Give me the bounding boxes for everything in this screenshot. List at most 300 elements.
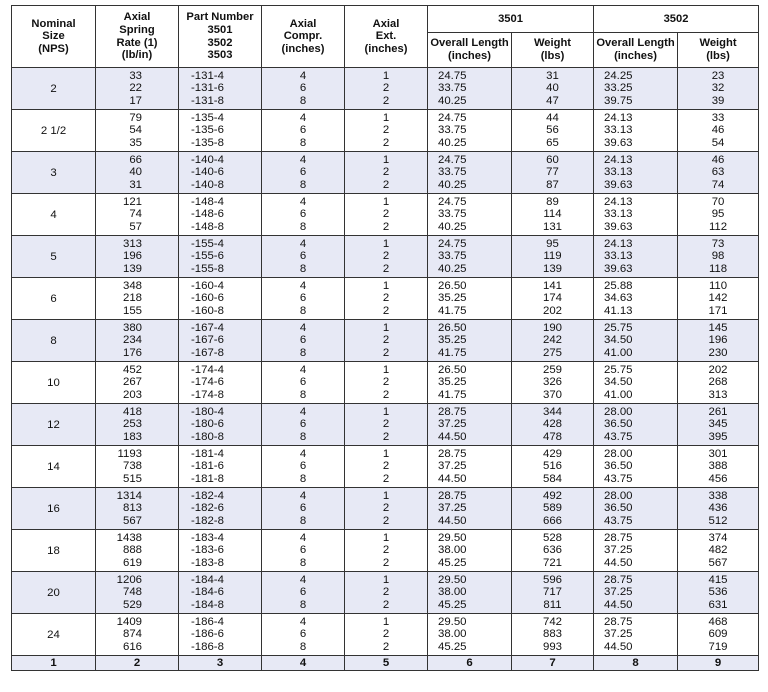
cell-3501-overall-length: [428, 152, 512, 194]
text-line: Axial: [372, 17, 400, 30]
text-line: 37.25: [604, 628, 633, 641]
text-line: 131: [543, 220, 563, 233]
text-line: 28.75: [438, 405, 467, 418]
text-line: 218: [122, 292, 142, 305]
text-line: 567: [708, 556, 728, 569]
text-line: 38.00: [438, 544, 467, 557]
cell-3501-overall-length: [428, 278, 512, 320]
text-line: 261: [708, 405, 728, 418]
text-line: -174-4: [191, 363, 224, 376]
text-line: 22: [129, 82, 142, 95]
cell-spring-rate: [96, 278, 179, 320]
text-line: 176: [122, 346, 142, 359]
text-line: 2: [382, 334, 390, 347]
text-line: 33.75: [438, 208, 467, 221]
text-line: 536: [708, 586, 728, 599]
text-line: -148-4: [191, 195, 224, 208]
text-line: 47: [546, 94, 559, 107]
text-line: 174: [543, 292, 563, 305]
cell-axial-compression: [262, 320, 345, 362]
text-line: Part Number: [186, 11, 254, 24]
cell-part-number: [179, 110, 262, 152]
text-line: 38.00: [438, 586, 467, 599]
header-part-number: [179, 6, 262, 68]
table-row: [12, 362, 759, 404]
text-line: 2: [382, 544, 390, 557]
text-line: 528: [543, 531, 563, 544]
text-line: 36.50: [604, 418, 633, 431]
table-body: [12, 68, 759, 656]
cell-spring-rate: [96, 194, 179, 236]
text-line: 395: [708, 430, 728, 443]
text-line: 6: [299, 460, 307, 473]
text-line: 155: [122, 304, 142, 317]
text-line: -148-8: [191, 220, 224, 233]
column-number: 7: [512, 656, 594, 671]
text-line: 37.25: [438, 418, 467, 431]
text-line: 1: [382, 279, 390, 292]
text-line: 60: [546, 153, 559, 166]
cell-part-number: [179, 488, 262, 530]
table-row: [12, 404, 759, 446]
text-line: Ext.: [375, 30, 397, 43]
text-line: 344: [543, 405, 563, 418]
text-line: 1: [382, 321, 390, 334]
text-line: -184-6: [191, 586, 224, 599]
text-line: 36.50: [604, 460, 633, 473]
cell-3501-overall-length: [428, 68, 512, 110]
text-line: 44.50: [438, 472, 467, 485]
text-line: -160-6: [191, 292, 224, 305]
column-number: 6: [428, 656, 512, 671]
cell-axial-compression: [262, 110, 345, 152]
text-line: 1: [382, 195, 390, 208]
text-line: 26.50: [438, 363, 467, 376]
text-line: 8: [299, 94, 307, 107]
text-line: 2: [382, 82, 390, 95]
cell-spring-rate: [96, 236, 179, 278]
text-line: 39.63: [604, 220, 633, 233]
text-line: 28.00: [604, 405, 633, 418]
text-line: 41.75: [438, 304, 467, 317]
text-line: 35.25: [438, 292, 467, 305]
text-line: 748: [122, 586, 142, 599]
cell-3502-weight: [678, 488, 759, 530]
text-line: 44.50: [604, 598, 633, 611]
cell-3502-overall-length: [594, 152, 678, 194]
text-line: 145: [708, 321, 728, 334]
text-line: 813: [122, 502, 142, 515]
text-line: 1: [382, 69, 390, 82]
cell-part-number: [179, 446, 262, 488]
text-line: -182-6: [191, 502, 224, 515]
text-line: 482: [708, 544, 728, 557]
text-line: 584: [543, 472, 563, 485]
text-line: 3502: [207, 36, 233, 49]
cell-nominal-size: 16: [12, 488, 96, 530]
text-line: 529: [122, 598, 142, 611]
text-line: 6: [299, 250, 307, 263]
text-line: 28.00: [604, 447, 633, 460]
cell-nominal-size: 18: [12, 530, 96, 572]
text-line: 4: [299, 111, 307, 124]
text-line: 2: [382, 472, 390, 485]
text-line: 3501: [207, 23, 233, 36]
text-line: 40.25: [438, 178, 467, 191]
text-line: 39: [711, 94, 725, 107]
text-line: -174-8: [191, 388, 224, 401]
text-line: 4: [299, 489, 307, 502]
cell-3501-overall-length: [428, 614, 512, 656]
text-line: 719: [708, 640, 728, 653]
cell-axial-extension: [345, 320, 428, 362]
cell-3502-overall-length: [594, 194, 678, 236]
cell-axial-compression: [262, 278, 345, 320]
text-line: 2: [382, 250, 390, 263]
text-line: 39.63: [604, 262, 633, 275]
text-line: 2: [382, 262, 390, 275]
text-line: 4: [299, 69, 307, 82]
cell-3501-overall-length: [428, 530, 512, 572]
text-line: 33.13: [604, 208, 633, 221]
text-line: 89: [546, 195, 559, 208]
text-line: 118: [708, 262, 728, 275]
text-line: 478: [543, 430, 563, 443]
text-line: -183-4: [191, 531, 224, 544]
text-line: 35.25: [438, 334, 467, 347]
cell-nominal-size: 14: [12, 446, 96, 488]
text-line: 4: [299, 195, 307, 208]
text-line: 1409: [116, 615, 142, 628]
text-line: -131-6: [191, 82, 224, 95]
text-line: 41.75: [438, 346, 467, 359]
text-line: -186-8: [191, 640, 224, 653]
text-line: Axial: [123, 11, 151, 24]
text-line: 8: [299, 598, 307, 611]
table-row: [12, 488, 759, 530]
column-number: 8: [594, 656, 678, 671]
table-row: [12, 278, 759, 320]
cell-3501-weight: [512, 614, 594, 656]
cell-3501-overall-length: [428, 446, 512, 488]
text-line: -131-8: [191, 94, 224, 107]
text-line: 37.25: [604, 586, 633, 599]
text-line: 8: [299, 556, 307, 569]
cell-spring-rate: [96, 320, 179, 362]
text-line: -183-6: [191, 544, 224, 557]
text-line: 74: [129, 208, 142, 221]
column-number-row: [12, 656, 759, 671]
cell-axial-compression: [262, 446, 345, 488]
text-line: 313: [122, 237, 142, 250]
text-line: -174-6: [191, 376, 224, 389]
text-line: (lb/in): [121, 49, 153, 62]
text-line: 1: [382, 405, 390, 418]
text-line: 33.25: [604, 82, 633, 95]
text-line: 1438: [116, 531, 142, 544]
cell-3502-weight: [678, 572, 759, 614]
cell-nominal-size: 8: [12, 320, 96, 362]
text-line: 33.75: [438, 166, 467, 179]
text-line: 44.50: [438, 514, 467, 527]
text-line: 4: [299, 531, 307, 544]
cell-3502-overall-length: [594, 404, 678, 446]
text-line: 196: [708, 334, 728, 347]
text-line: 888: [122, 544, 142, 557]
text-line: -160-4: [191, 279, 224, 292]
column-number: 3: [179, 656, 262, 671]
text-line: 4: [299, 363, 307, 376]
text-line: 35: [129, 136, 142, 149]
text-line: 2: [382, 460, 390, 473]
text-line: 24.75: [438, 195, 467, 208]
text-line: 36.50: [604, 502, 633, 515]
text-line: -140-6: [191, 166, 224, 179]
text-line: 66: [129, 153, 142, 166]
cell-part-number: [179, 236, 262, 278]
cell-axial-extension: [345, 68, 428, 110]
text-line: 46: [711, 153, 725, 166]
text-line: 63: [711, 166, 725, 179]
text-line: 2: [382, 220, 390, 233]
cell-axial-compression: [262, 194, 345, 236]
cell-spring-rate: [96, 446, 179, 488]
text-line: 2: [382, 124, 390, 137]
text-line: 2: [382, 598, 390, 611]
text-line: 183: [122, 430, 142, 443]
text-line: 46: [711, 124, 725, 137]
text-line: 28.75: [438, 489, 467, 502]
cell-3501-weight: [512, 278, 594, 320]
header-3502-weight: [678, 33, 759, 68]
table-row: [12, 320, 759, 362]
text-line: 8: [299, 220, 307, 233]
text-line: 202: [543, 304, 563, 317]
text-line: (inches): [614, 50, 657, 62]
header-nominal-size: [12, 6, 96, 68]
cell-spring-rate: [96, 404, 179, 446]
text-line: 6: [299, 544, 307, 557]
cell-3502-overall-length: [594, 488, 678, 530]
text-line: -160-8: [191, 304, 224, 317]
text-line: 811: [543, 598, 562, 611]
text-line: 40.25: [438, 94, 467, 107]
text-line: 4: [299, 237, 307, 250]
text-line: -180-8: [191, 430, 224, 443]
text-line: 38.00: [438, 628, 467, 641]
cell-axial-compression: [262, 572, 345, 614]
cell-3502-overall-length: [594, 236, 678, 278]
text-line: 43.75: [604, 472, 633, 485]
cell-nominal-size: 2 1/2: [12, 110, 96, 152]
cell-spring-rate: [96, 614, 179, 656]
text-line: 1: [382, 363, 390, 376]
text-line: 28.75: [438, 447, 467, 460]
text-line: 8: [299, 514, 307, 527]
text-line: 95: [711, 208, 725, 221]
text-line: 202: [708, 363, 728, 376]
text-line: 119: [543, 250, 562, 263]
header-group-3501: 3501: [428, 6, 594, 33]
text-line: 114: [543, 208, 562, 221]
text-line: -155-4: [191, 237, 224, 250]
text-line: 2: [382, 556, 390, 569]
cell-axial-extension: [345, 194, 428, 236]
text-line: 45.25: [438, 598, 467, 611]
cell-nominal-size: 24: [12, 614, 96, 656]
text-line: 2: [382, 418, 390, 431]
text-line: 230: [708, 346, 728, 359]
text-line: 28.75: [604, 531, 633, 544]
text-line: 33.75: [438, 124, 467, 137]
text-line: 8: [299, 346, 307, 359]
text-line: Axial: [289, 17, 317, 30]
cell-spring-rate: [96, 152, 179, 194]
cell-3501-overall-length: [428, 194, 512, 236]
text-line: -167-6: [191, 334, 224, 347]
text-line: 33.75: [438, 250, 467, 263]
table-row: [12, 572, 759, 614]
cell-3501-weight: [512, 530, 594, 572]
cell-axial-compression: [262, 530, 345, 572]
cell-nominal-size: 10: [12, 362, 96, 404]
text-line: 43.75: [604, 430, 633, 443]
text-line: 44.50: [604, 640, 633, 653]
text-line: 1193: [117, 447, 142, 460]
header-group-3502: 3502: [594, 6, 759, 33]
cell-3501-weight: [512, 68, 594, 110]
text-line: 23: [711, 69, 725, 82]
text-line: Overall Length: [596, 37, 675, 50]
text-line: 1206: [116, 573, 142, 586]
cell-axial-compression: [262, 488, 345, 530]
cell-3501-weight: [512, 404, 594, 446]
text-line: 492: [543, 489, 563, 502]
cell-3502-overall-length: [594, 572, 678, 614]
text-line: 6: [299, 334, 307, 347]
cell-part-number: [179, 278, 262, 320]
text-line: 567: [122, 514, 142, 527]
text-line: 1: [382, 615, 390, 628]
text-line: 141: [543, 279, 563, 292]
text-line: 31: [129, 178, 142, 191]
cell-3501-overall-length: [428, 362, 512, 404]
text-line: 37.25: [438, 460, 467, 473]
cell-3501-weight: [512, 110, 594, 152]
text-line: 40.25: [438, 220, 467, 233]
text-line: 2: [382, 304, 390, 317]
text-line: -180-4: [191, 405, 224, 418]
text-line: (inches): [448, 50, 491, 62]
text-line: 41.75: [438, 388, 467, 401]
text-line: 34.63: [604, 292, 633, 305]
text-line: 24.75: [438, 237, 467, 250]
text-line: 33: [129, 69, 142, 82]
cell-axial-extension: [345, 278, 428, 320]
text-line: 139: [122, 262, 142, 275]
text-line: 253: [122, 418, 142, 431]
cell-axial-extension: [345, 572, 428, 614]
cell-3502-overall-length: [594, 68, 678, 110]
text-line: 57: [129, 220, 142, 233]
text-line: 39.75: [604, 94, 633, 107]
text-line: 589: [543, 502, 563, 515]
text-line: 34.50: [604, 334, 633, 347]
text-line: 6: [299, 502, 307, 515]
cell-spring-rate: [96, 530, 179, 572]
table-row: [12, 110, 759, 152]
text-line: 39.63: [604, 178, 633, 191]
cell-axial-extension: [345, 236, 428, 278]
text-line: 41.13: [604, 304, 633, 317]
text-line: 8: [299, 304, 307, 317]
text-line: 415: [708, 573, 728, 586]
text-line: 33.13: [604, 250, 633, 263]
text-line: -131-4: [191, 69, 224, 82]
header-spring-rate: [96, 6, 179, 68]
text-line: 338: [708, 489, 728, 502]
column-number: 2: [96, 656, 179, 671]
text-line: 142: [708, 292, 728, 305]
text-line: 1: [382, 111, 390, 124]
text-line: 33: [711, 111, 725, 124]
text-line: Compr.: [283, 30, 323, 43]
cell-3502-overall-length: [594, 278, 678, 320]
text-line: 512: [708, 514, 728, 527]
cell-axial-compression: [262, 68, 345, 110]
cell-3502-weight: [678, 152, 759, 194]
cell-axial-extension: [345, 152, 428, 194]
cell-3502-weight: [678, 446, 759, 488]
text-line: 4: [299, 153, 307, 166]
cell-part-number: [179, 320, 262, 362]
text-line: -182-8: [191, 514, 224, 527]
text-line: 6: [299, 82, 307, 95]
text-line: 616: [122, 640, 142, 653]
text-line: 24.75: [438, 69, 467, 82]
text-line: 636: [543, 544, 563, 557]
text-line: Weight: [533, 37, 572, 50]
cell-part-number: [179, 572, 262, 614]
cell-nominal-size: 6: [12, 278, 96, 320]
text-line: 436: [708, 502, 728, 515]
cell-3502-overall-length: [594, 530, 678, 572]
text-line: 268: [708, 376, 728, 389]
cell-3501-overall-length: [428, 320, 512, 362]
text-line: 32: [711, 82, 725, 95]
header-axial-compression: [262, 6, 345, 68]
text-line: 40.25: [438, 262, 467, 275]
cell-axial-extension: [345, 446, 428, 488]
text-line: 40: [546, 82, 559, 95]
cell-3501-weight: [512, 488, 594, 530]
text-line: 8: [299, 430, 307, 443]
cell-nominal-size: 4: [12, 194, 96, 236]
cell-3502-overall-length: [594, 362, 678, 404]
text-line: 17: [129, 94, 142, 107]
text-line: 139: [543, 262, 563, 275]
text-line: -167-4: [191, 321, 224, 334]
cell-nominal-size: 2: [12, 68, 96, 110]
text-line: -180-6: [191, 418, 224, 431]
text-line: -155-6: [191, 250, 224, 263]
text-line: 41.00: [604, 346, 633, 359]
text-line: 516: [543, 460, 563, 473]
text-line: -184-4: [191, 573, 224, 586]
text-line: -181-4: [191, 447, 224, 460]
text-line: 1: [382, 489, 390, 502]
text-line: 74: [711, 178, 725, 191]
